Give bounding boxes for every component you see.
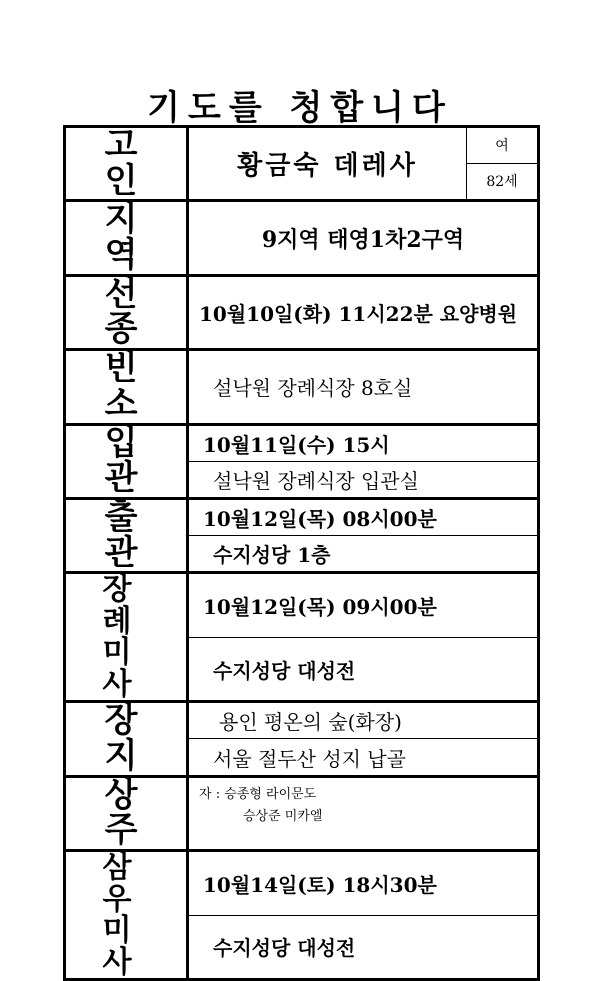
third-day-mass-datetime: 10월14일(토) 18시30분 <box>188 851 539 916</box>
funeral-notice-table <box>63 125 540 981</box>
third-day-mass-label-line1: 삼 우 <box>102 850 162 917</box>
funeral-mass-place: 수지성당 대성전 <box>188 637 539 702</box>
burial-line1: 용인 평온의 숲(화장) <box>188 702 539 739</box>
deceased-label: 고 인 <box>65 127 188 201</box>
page-title: 기도를 청합니다 <box>147 88 453 128</box>
funeral-home-value: 설낙원 장례식장 8호실 <box>188 350 539 424</box>
third-day-mass-place: 수지성당 대성전 <box>188 915 539 980</box>
deceased-name: 황금숙 데레사 <box>188 127 467 201</box>
death-value: 10월10일(화) 11시22분 요양병원 <box>188 275 539 349</box>
encoffining-label: 입 관 <box>65 424 188 498</box>
departure-place: 수지성당 1층 <box>188 536 539 573</box>
third-day-mass-label <box>65 851 188 980</box>
burial-label: 장 지 <box>65 702 188 776</box>
encoffining-datetime: 10월11일(수) 15시 <box>188 424 539 461</box>
funeral-mass-label-line1: 장 례 <box>102 572 162 639</box>
chief-mourner-line2: 승상준 미카엘 <box>243 808 323 824</box>
funeral-mass-label-line2: 미 사 <box>102 635 162 702</box>
departure-label: 출 관 <box>65 498 188 572</box>
chief-mourner-label: 상 주 <box>65 776 188 850</box>
district-value: 9지역 태영1차2구역 <box>188 201 539 275</box>
funeral-home-label: 빈 소 <box>65 350 188 424</box>
encoffining-place: 설낙원 장례식장 입관실 <box>188 461 539 498</box>
death-label: 선 종 <box>65 275 188 349</box>
district-label: 지 역 <box>65 201 188 275</box>
third-day-mass-label-line2: 미 사 <box>102 913 162 980</box>
departure-datetime: 10월12일(목) 08시00분 <box>188 498 539 535</box>
funeral-mass-datetime: 10월12일(목) 09시00분 <box>188 573 539 638</box>
deceased-age: 82세 <box>467 163 539 201</box>
burial-line2: 서울 절두산 성지 납골 <box>188 739 539 776</box>
funeral-mass-label <box>65 573 188 702</box>
chief-mourner-line1: 자 : 승종형 라이문도 <box>199 786 317 802</box>
deceased-gender: 여 <box>467 127 539 164</box>
chief-mourner-value <box>188 776 539 850</box>
